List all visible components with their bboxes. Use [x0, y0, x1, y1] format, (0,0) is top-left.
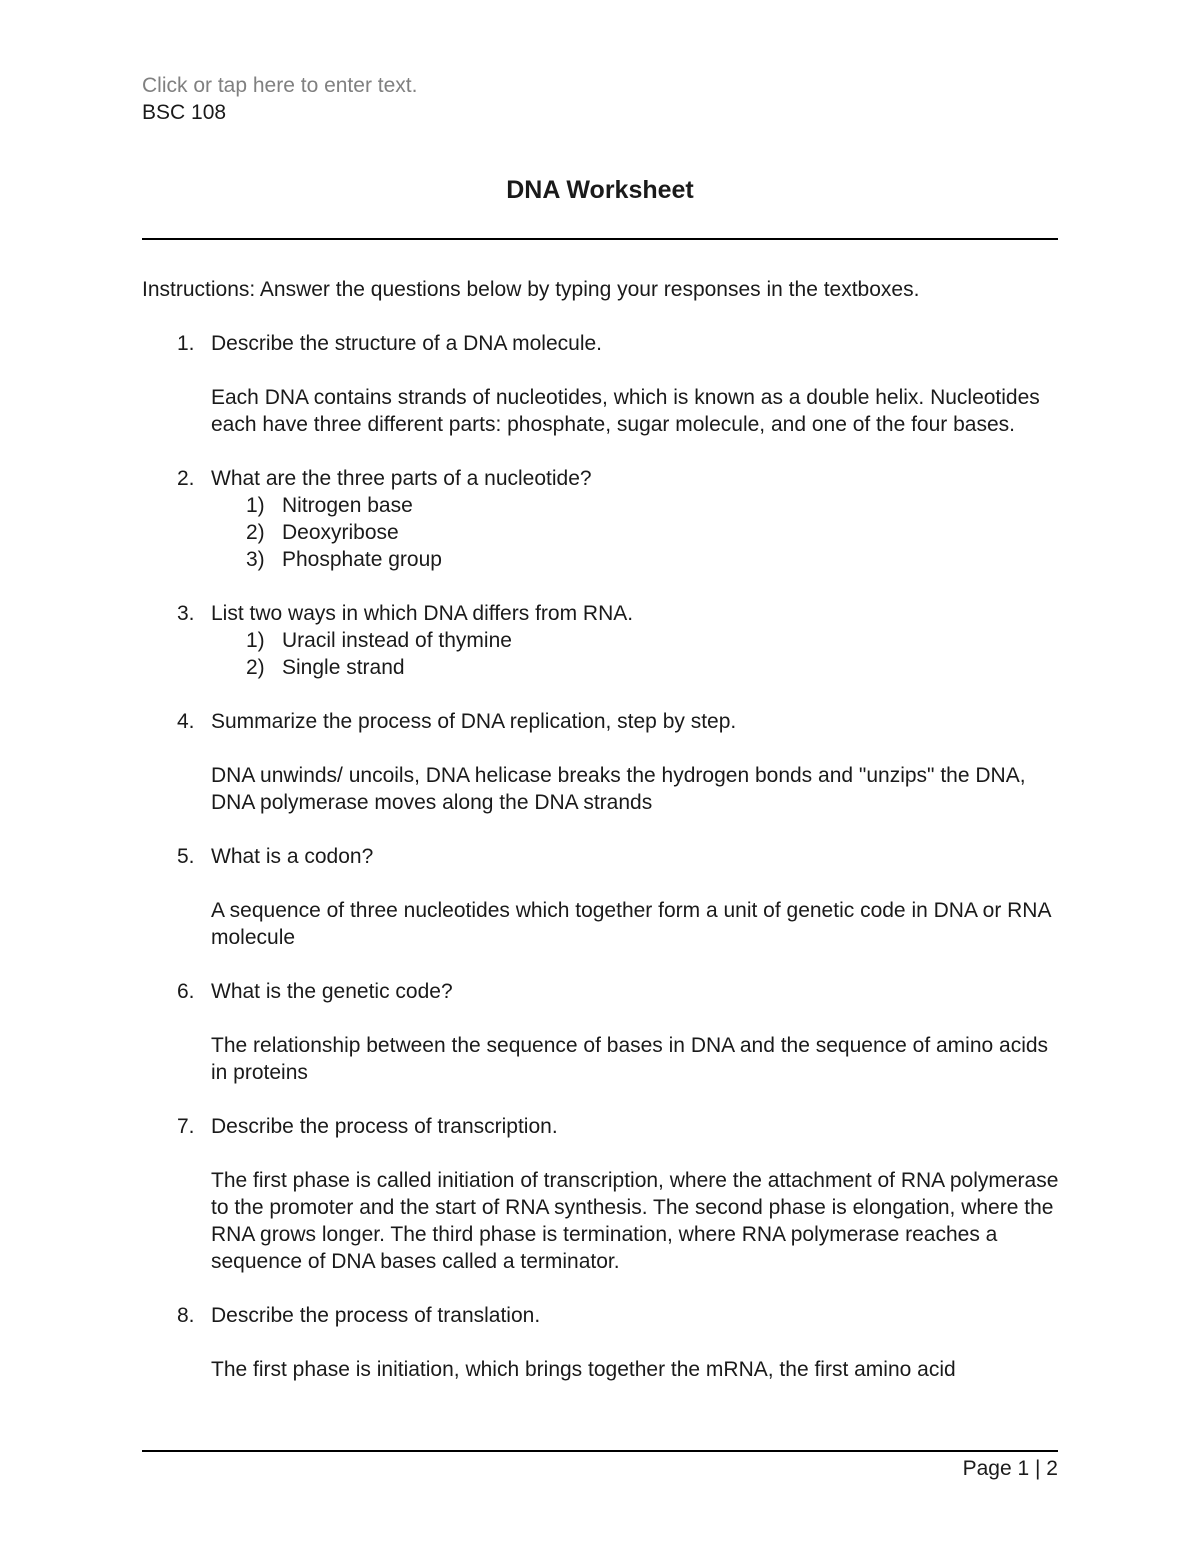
answer-text-box[interactable]: Each DNA contains strands of nucleotides, which is known as a double helix. Nucleotides each have three different parts: phosphate, sugar molecule, and one of the four bases.: [211, 386, 1040, 436]
question-1: [142, 330, 1062, 438]
name-text-field[interactable]: Click or tap here to enter text.: [142, 74, 418, 97]
question-2: [142, 465, 1062, 573]
answer-item-text: Deoxyribose: [282, 521, 399, 544]
document-header: [142, 72, 417, 126]
question-number: 7.: [177, 1115, 195, 1138]
question-list: [142, 330, 1062, 1383]
answer-text-box[interactable]: The first phase is initiation, which brings together the mRNA, the first amino acid: [211, 1358, 956, 1381]
answer-list-item: [211, 492, 1062, 519]
answer-list-item: [211, 654, 1062, 681]
answer-text-box[interactable]: A sequence of three nucleotides which together form a unit of genetic code in DNA or RNA molecule: [211, 899, 1051, 949]
question-text: Summarize the process of DNA replication, step by step.: [211, 710, 737, 733]
answer-text-box[interactable]: The relationship between the sequence of bases in DNA and the sequence of amino acids in proteins: [211, 1034, 1049, 1084]
answer-item-number: 2): [246, 521, 265, 544]
question-number: 2.: [177, 467, 195, 490]
answer-item-number: 1): [246, 494, 265, 517]
question-number: 3.: [177, 602, 195, 625]
question-number: 5.: [177, 845, 195, 868]
title-divider: [142, 238, 1058, 240]
question-text: Describe the process of transcription.: [211, 1115, 558, 1138]
question-text: What is a codon?: [211, 845, 374, 868]
answer-list-item: [211, 627, 1062, 654]
answer-list-item: [211, 546, 1062, 573]
answer-item-text: Nitrogen base: [282, 494, 413, 517]
footer-divider: [142, 1450, 1058, 1452]
page-title: DNA Worksheet: [506, 176, 694, 204]
answer-item-text: Uracil instead of thymine: [282, 629, 512, 652]
question-text: Describe the process of translation.: [211, 1304, 541, 1327]
answer-item-text: Phosphate group: [282, 548, 442, 571]
question-text: List two ways in which DNA differs from RNA.: [211, 602, 634, 625]
answer-text-box[interactable]: DNA unwinds/ uncoils, DNA helicase breaks the hydrogen bonds and "unzips" the DNA, DNA polymerase moves along the DNA strands: [211, 764, 1026, 814]
answer-list[interactable]: [211, 492, 1062, 573]
question-number: 6.: [177, 980, 195, 1003]
question-number: 8.: [177, 1304, 195, 1327]
question-8: [142, 1302, 1062, 1383]
page-number: Page 1 | 2: [962, 1457, 1058, 1480]
answer-item-number: 2): [246, 656, 265, 679]
question-text: What are the three parts of a nucleotide?: [211, 467, 592, 490]
answer-list-item: [211, 519, 1062, 546]
instructions: Instructions: Answer the questions below by typing your responses in the textboxes.: [142, 278, 920, 301]
course-code: BSC 108: [142, 101, 227, 124]
question-number: 4.: [177, 710, 195, 733]
answer-list[interactable]: [211, 627, 1062, 681]
question-4: [142, 708, 1062, 816]
question-5: [142, 843, 1062, 951]
question-text: Describe the structure of a DNA molecule.: [211, 332, 603, 355]
answer-item-number: 3): [246, 548, 265, 571]
worksheet-body: [142, 276, 1062, 1410]
question-3: [142, 600, 1062, 681]
question-6: [142, 978, 1062, 1086]
answer-text-box[interactable]: The first phase is called initiation of transcription, where the attachment of RNA polymerase to the promoter and the start of RNA synthesis. The second phase is elongation, where the RNA grows longer. The third phase is termination, where RNA polymerase reaches a sequence of DNA bases called a terminator.: [211, 1169, 1059, 1273]
question-text: What is the genetic code?: [211, 980, 453, 1003]
question-number: 1.: [177, 332, 195, 355]
answer-item-text: Single strand: [282, 656, 405, 679]
question-7: [142, 1113, 1062, 1275]
answer-item-number: 1): [246, 629, 265, 652]
